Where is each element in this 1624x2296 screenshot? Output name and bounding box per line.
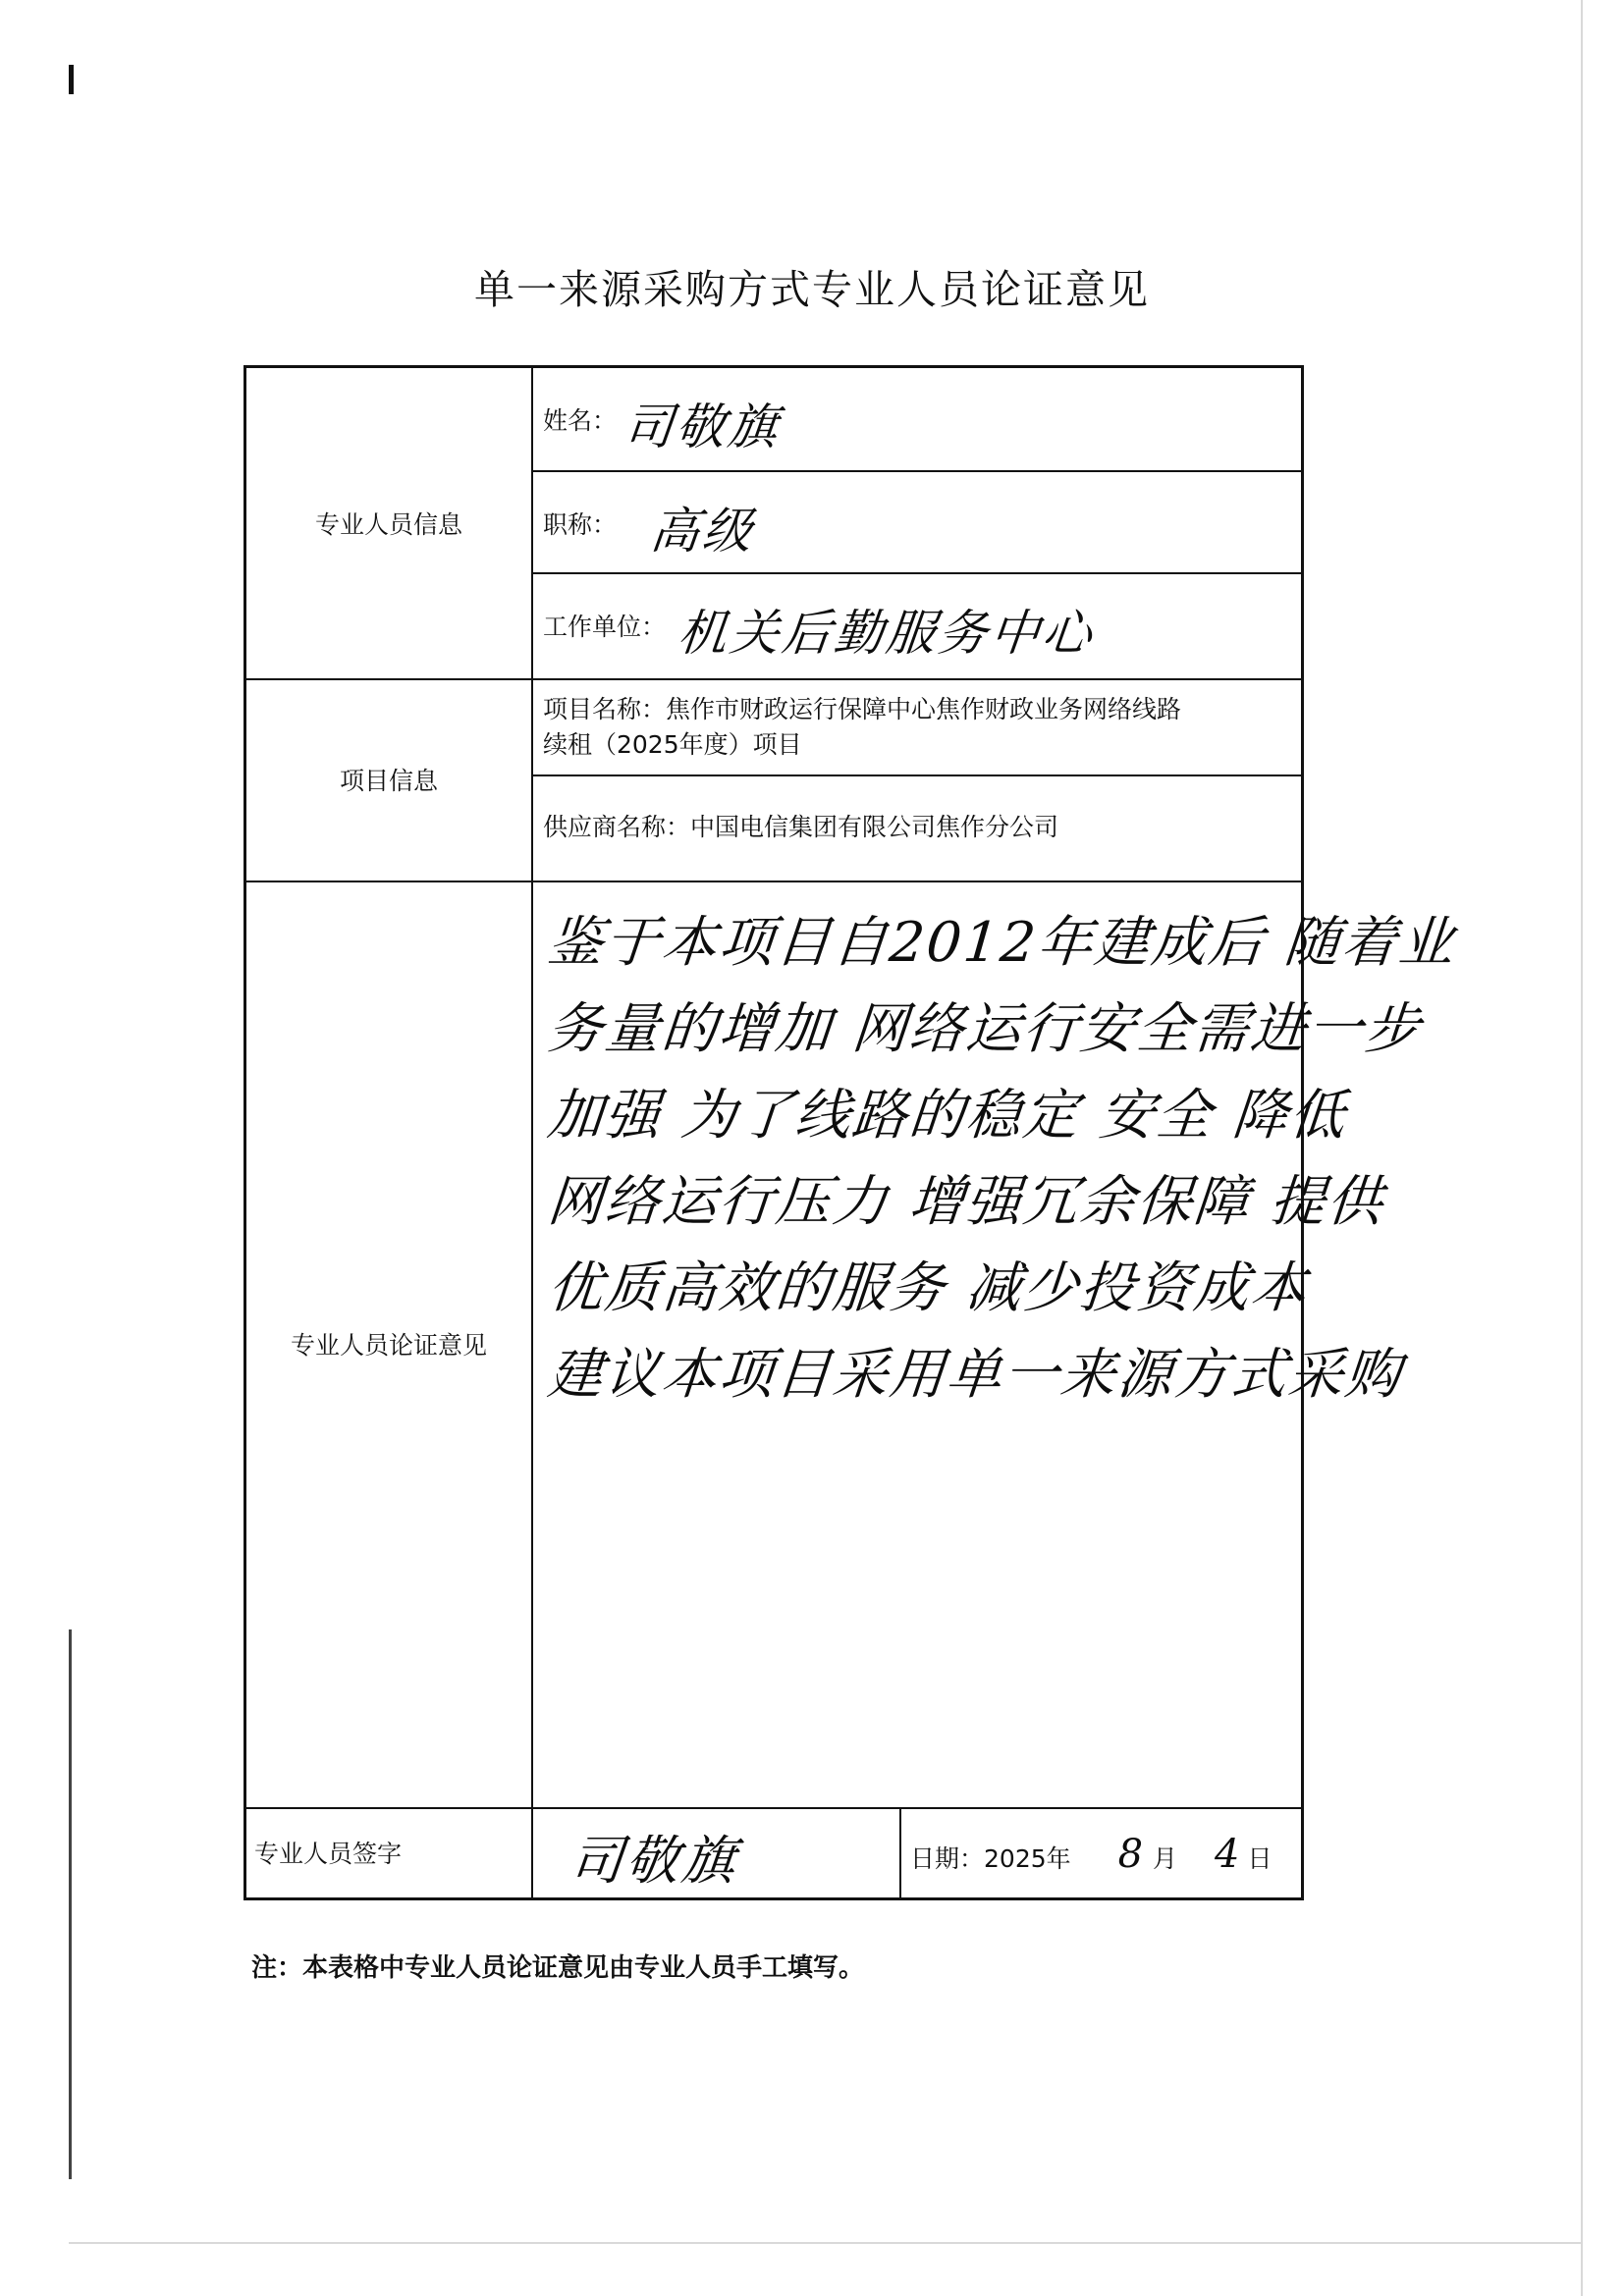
- date-year: 2025年: [984, 1844, 1071, 1873]
- title-label: 职称：: [543, 510, 618, 539]
- opinion-label: 专业人员论证意见: [290, 1331, 487, 1360]
- project-name-line1: 焦作市财政运行保障中心焦作财政业务网络线路: [666, 695, 1182, 723]
- date-month-unit: 月: [1153, 1844, 1178, 1873]
- project-name-label: 项目名称：: [543, 695, 667, 723]
- opinion-line: 务量的增加 网络运行安全需进一步: [545, 997, 1425, 1061]
- personnel-info-label: 专业人员信息: [314, 510, 462, 539]
- row-divider-title: [531, 572, 1301, 574]
- title-handwriting: 高级: [647, 503, 758, 560]
- supplier-label: 供应商名称：: [543, 813, 691, 841]
- scan-mark-side: [69, 1629, 72, 2179]
- project-name-line2: 续租（2025年度）项目: [543, 730, 802, 759]
- date-divider: [899, 1807, 901, 1897]
- date-month-value: 8: [1117, 1832, 1144, 1877]
- date-day-value: 4: [1215, 1832, 1240, 1877]
- opinion-line: 优质高效的服务 减少投资成本: [545, 1256, 1311, 1320]
- row-divider-name: [531, 470, 1301, 472]
- column-divider: [531, 368, 533, 1897]
- opinion-line: 建议本项目采用单一来源方式采购: [545, 1343, 1405, 1407]
- row-divider-project-name: [531, 774, 1301, 776]
- scan-mark-top: [69, 65, 74, 94]
- supplier-field: [543, 810, 1058, 845]
- date-day-unit: 日: [1247, 1844, 1272, 1873]
- supplier-value: 中国电信集团有限公司焦作分公司: [690, 813, 1059, 841]
- opinion-line: 鉴于本项目自2012年建成后 随着业: [545, 911, 1459, 975]
- name-handwriting: 司敬旗: [621, 399, 784, 455]
- employer-label: 工作单位：: [543, 613, 667, 641]
- opinion-line: 网络运行压力 增强冗余保障 提供: [545, 1170, 1387, 1234]
- date-field: [910, 1832, 1272, 1877]
- scan-edge-right: [1581, 0, 1583, 2296]
- opinion-line: 加强 为了线路的稳定 安全 降低: [545, 1084, 1350, 1148]
- employer-handwriting: 机关后勤服务中心: [675, 605, 1098, 662]
- opinion-lines: [545, 900, 1459, 1418]
- footnote: 注：本表格中专业人员论证意见由专业人员手工填写。: [251, 1953, 865, 1983]
- date-label: 日期：: [910, 1844, 985, 1873]
- project-name-field: [543, 692, 1289, 763]
- signature-label: 专业人员签字: [254, 1840, 403, 1868]
- signature-handwriting: 司敬旗: [567, 1830, 741, 1892]
- project-info-label: 项目信息: [339, 767, 438, 795]
- name-label: 姓名：: [543, 406, 618, 435]
- page-title: 单一来源采购方式专业人员论证意见: [474, 266, 1150, 313]
- form-table: [244, 365, 1459, 1900]
- scan-edge-bottom: [69, 2242, 1581, 2244]
